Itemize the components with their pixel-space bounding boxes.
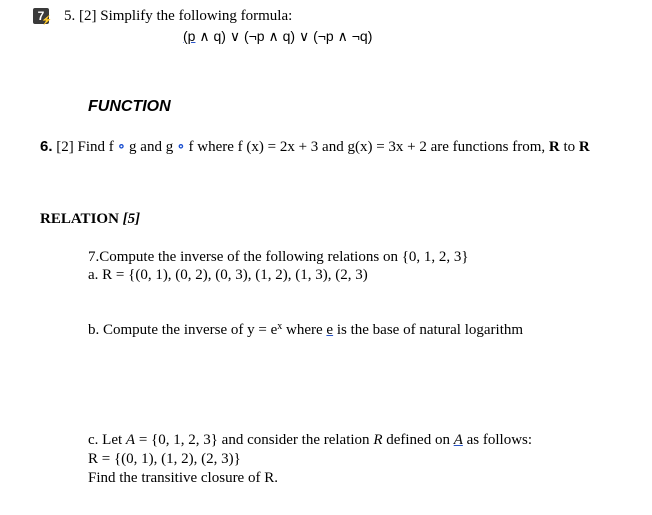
q7c-mid: = {0, 1, 2, 3} and consider the relation (135, 432, 374, 448)
question-5-formula (183, 28, 372, 45)
q7b-superscript: x (277, 321, 283, 332)
question-7c-line3: Find the transitive closure of R. (88, 470, 278, 486)
q7b-mid: where (282, 322, 327, 338)
q6-text-c: f where f (x) = 2x + 3 and g(x) = 3x + 2 are functions from, (184, 139, 549, 155)
relation-heading (40, 211, 140, 228)
lightning-icon: ⚡ (41, 15, 53, 25)
relation-heading-marks: [5] (122, 211, 141, 227)
q6-codomain: R (578, 139, 590, 155)
question-7-intro: 7.Compute the inverse of the following relations on {0, 1, 2, 3} (88, 249, 469, 265)
q7c-mid2: defined on (382, 432, 454, 448)
relation-heading-text: RELATION (40, 211, 123, 227)
q7b-post: is the base of natural logarithm (333, 322, 524, 338)
q6-text-a: [2] Find f (52, 139, 118, 155)
question-badge-icon: 7 ⚡ (33, 8, 49, 24)
q7c-relation-r: R (373, 432, 383, 448)
q7b-e: e (326, 322, 334, 338)
q6-to: to (559, 139, 579, 155)
q7c-set-a-underlined: A (453, 432, 463, 448)
composition-symbol: ∘ (117, 139, 126, 155)
question-7c-line1 (88, 432, 532, 449)
function-heading: FUNCTION (88, 98, 171, 115)
question-6-number: 6. (40, 138, 53, 155)
question-6 (40, 137, 590, 156)
q7b-pre: b. Compute the inverse of y = e (88, 322, 278, 338)
question-5-text: 5. [2] Simplify the following formula: (64, 8, 293, 24)
q6-text-b: g and g (125, 139, 177, 155)
question-7b (88, 322, 523, 339)
q6-domain: R (548, 139, 560, 155)
q7c-set-a: A (125, 432, 136, 448)
question-7c-line2: R = {(0, 1), (1, 2), (2, 3)} (88, 451, 241, 467)
formula-rest: ∧ q) ∨ (¬p ∧ q) ∨ (¬p ∧ ¬q) (195, 28, 373, 44)
q7c-post: as follows: (462, 432, 533, 448)
q7c-pre: c. Let (88, 432, 126, 448)
formula-first-term: (p (183, 28, 196, 44)
question-7a: a. R = {(0, 1), (0, 2), (0, 3), (1, 2), (1, 3), (2, 3) (88, 267, 368, 283)
composition-symbol: ∘ (176, 139, 185, 155)
